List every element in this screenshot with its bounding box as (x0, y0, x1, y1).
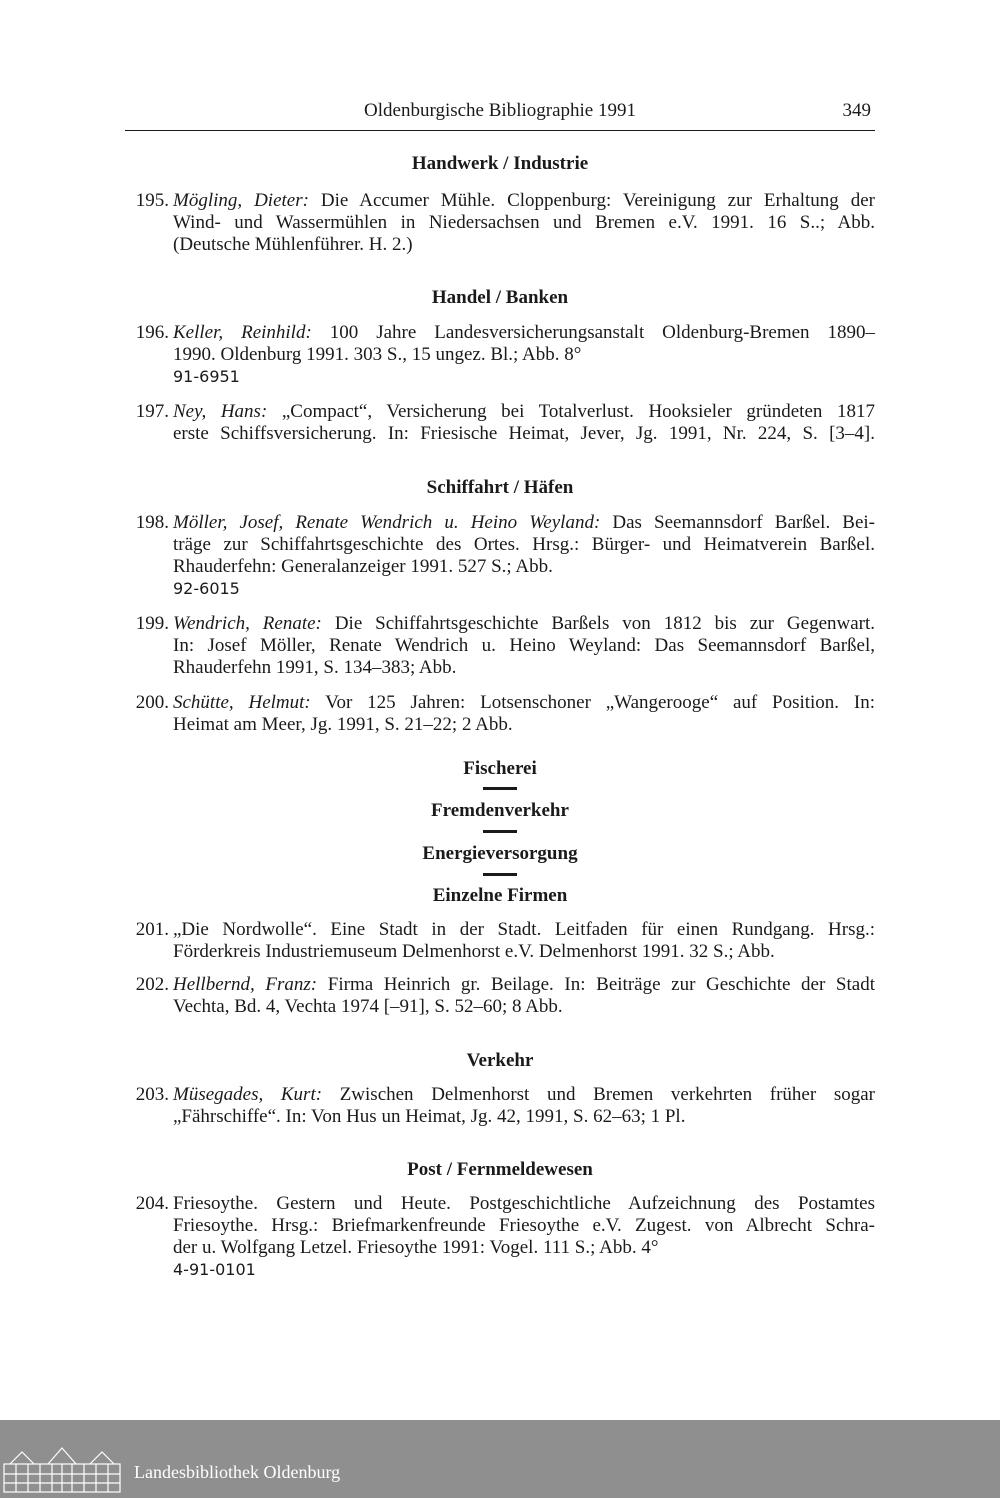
entry-line: Schütte, Helmut: Vor 125 Jahren: Lotsenschoner „Wangerooge“ auf Position. In: (173, 692, 875, 713)
section-heading-energie: Energieversorgung (422, 843, 578, 864)
entry-line: „Die Nordwolle“. Eine Stadt in der Stadt. Leitfaden für einen Rundgang. Hrsg.: (173, 919, 875, 940)
entry-author: Keller, Reinhild: (173, 322, 312, 343)
empty-section-dash (483, 830, 517, 833)
entry-line: Rhauderfehn 1991, S. 134–383; Abb. (173, 657, 457, 678)
entry-line: Müsegades, Kurt: Zwischen Delmenhorst und Bremen verkehrten früher sogar (173, 1084, 875, 1105)
entry-line: Förderkreis Industriemuseum Delmenhorst e.V. Delmenhorst 1991. 32 S.; Abb. (173, 941, 775, 962)
entry-number: 202. (135, 974, 169, 995)
entry-signature: 4-91-0101 (173, 1260, 256, 1279)
section-heading-fremdenverkehr: Fremdenverkehr (431, 800, 569, 821)
running-header (125, 98, 875, 131)
entry-number: 200. (135, 692, 169, 713)
entry-number: 201. (135, 919, 169, 940)
entry-line: Mögling, Dieter: Die Accumer Mühle. Cloppenburg: Vereinigung zur Erhaltung der (173, 190, 875, 211)
entry-number: 197. (135, 401, 169, 422)
entry-line: Vechta, Bd. 4, Vechta 1974 [–91], S. 52–60; 8 Abb. (173, 996, 563, 1017)
section-heading-firmen: Einzelne Firmen (432, 885, 568, 906)
library-footer (0, 1420, 1000, 1498)
entry-number: 199. (135, 613, 169, 634)
section-heading-handwerk: Handwerk / Industrie (411, 153, 589, 174)
section-heading-post: Post / Fernmeldewesen (407, 1159, 593, 1180)
entry-signature: 92-6015 (173, 579, 240, 598)
entry-author: Mögling, Dieter: (173, 190, 309, 211)
entry-line: der u. Wolfgang Letzel. Friesoythe 1991: Vogel. 111 S.; Abb. 4° (173, 1237, 659, 1258)
entry-line: Ney, Hans: „Compact“, Versicherung bei Totalverlust. Hooksieler gründeten 1817 (173, 401, 875, 422)
entry-number: 203. (135, 1084, 169, 1105)
entry-author: Schütte, Helmut: (173, 692, 311, 713)
entry-number: 195. (135, 190, 169, 211)
entry-line: Wind- und Wassermühlen in Niedersachsen und Bremen e.V. 1991. 16 S..; Abb. (173, 212, 875, 233)
entry-line: In: Josef Möller, Renate Wendrich u. Heino Weyland: Das Seemannsdorf Barßel, (173, 635, 875, 656)
entry-line: erste Schiffsversicherung. In: Friesische Heimat, Jever, Jg. 1991, Nr. 224, S. [3–4]. (173, 423, 875, 444)
entry-number: 198. (135, 512, 169, 533)
entry-line: Keller, Reinhild: 100 Jahre Landesversicherungsanstalt Oldenburg-Bremen 1890– (173, 322, 876, 343)
entry-author: Wendrich, Renate: (173, 613, 322, 634)
library-building-icon (2, 1444, 122, 1494)
entry-line: 1990. Oldenburg 1991. 303 S., 15 ungez. Bl.; Abb. 8° (173, 344, 582, 365)
running-title: Oldenburgische Bibliographie 1991 (364, 100, 636, 121)
entry-author: Möller, Josef, Renate Wendrich u. Heino Weyland: (173, 512, 601, 533)
entry-number: 204. (135, 1193, 169, 1214)
entry-line: Rhauderfehn: Generalanzeiger 1991. 527 S.; Abb. (173, 556, 553, 577)
section-heading-schiffahrt: Schiffahrt / Häfen (426, 477, 574, 498)
library-name: Landesbibliothek Oldenburg (134, 1462, 341, 1482)
entry-author: Ney, Hans: (173, 401, 268, 422)
entry-line: Heimat am Meer, Jg. 1991, S. 21–22; 2 Abb. (173, 714, 513, 735)
entry-line: Hellbernd, Franz: Firma Heinrich gr. Beilage. In: Beiträge zur Geschichte der Stadt (173, 974, 875, 995)
entry-line: Friesoythe. Hrsg.: Briefmarkenfreunde Friesoythe e.V. Zugest. von Albrecht Schra- (173, 1215, 875, 1236)
entry-line: (Deutsche Mühlenführer. H. 2.) (173, 234, 413, 255)
entry-line: Wendrich, Renate: Die Schiffahrtsgeschichte Barßels von 1812 bis zur Gegenwart. (173, 613, 876, 634)
entry-signature: 91-6951 (173, 367, 240, 386)
entry-author: Hellbernd, Franz: (173, 974, 318, 995)
entry-author: Müsegades, Kurt: (173, 1084, 323, 1105)
entry-line: träge zur Schiffahrtsgeschichte des Ortes. Hrsg.: Bürger- und Heimatverein Barßel. (173, 534, 875, 555)
entry-line: „Fährschiffe“. In: Von Hus un Heimat, Jg. 42, 1991, S. 62–63; 1 Pl. (173, 1106, 686, 1127)
entry-line: Möller, Josef, Renate Wendrich u. Heino Weyland: Das Seemannsdorf Barßel. Bei- (173, 512, 876, 533)
empty-section-dash (483, 787, 517, 790)
section-heading-handel: Handel / Banken (431, 287, 569, 308)
entry-number: 196. (135, 322, 169, 343)
section-heading-fischerei: Fischerei (463, 758, 537, 779)
entry-line: Friesoythe. Gestern und Heute. Postgeschichtliche Aufzeichnung des Postamtes (173, 1193, 875, 1214)
page-number: 349 (842, 100, 871, 121)
section-heading-verkehr: Verkehr (466, 1050, 534, 1071)
empty-section-dash (483, 873, 517, 876)
